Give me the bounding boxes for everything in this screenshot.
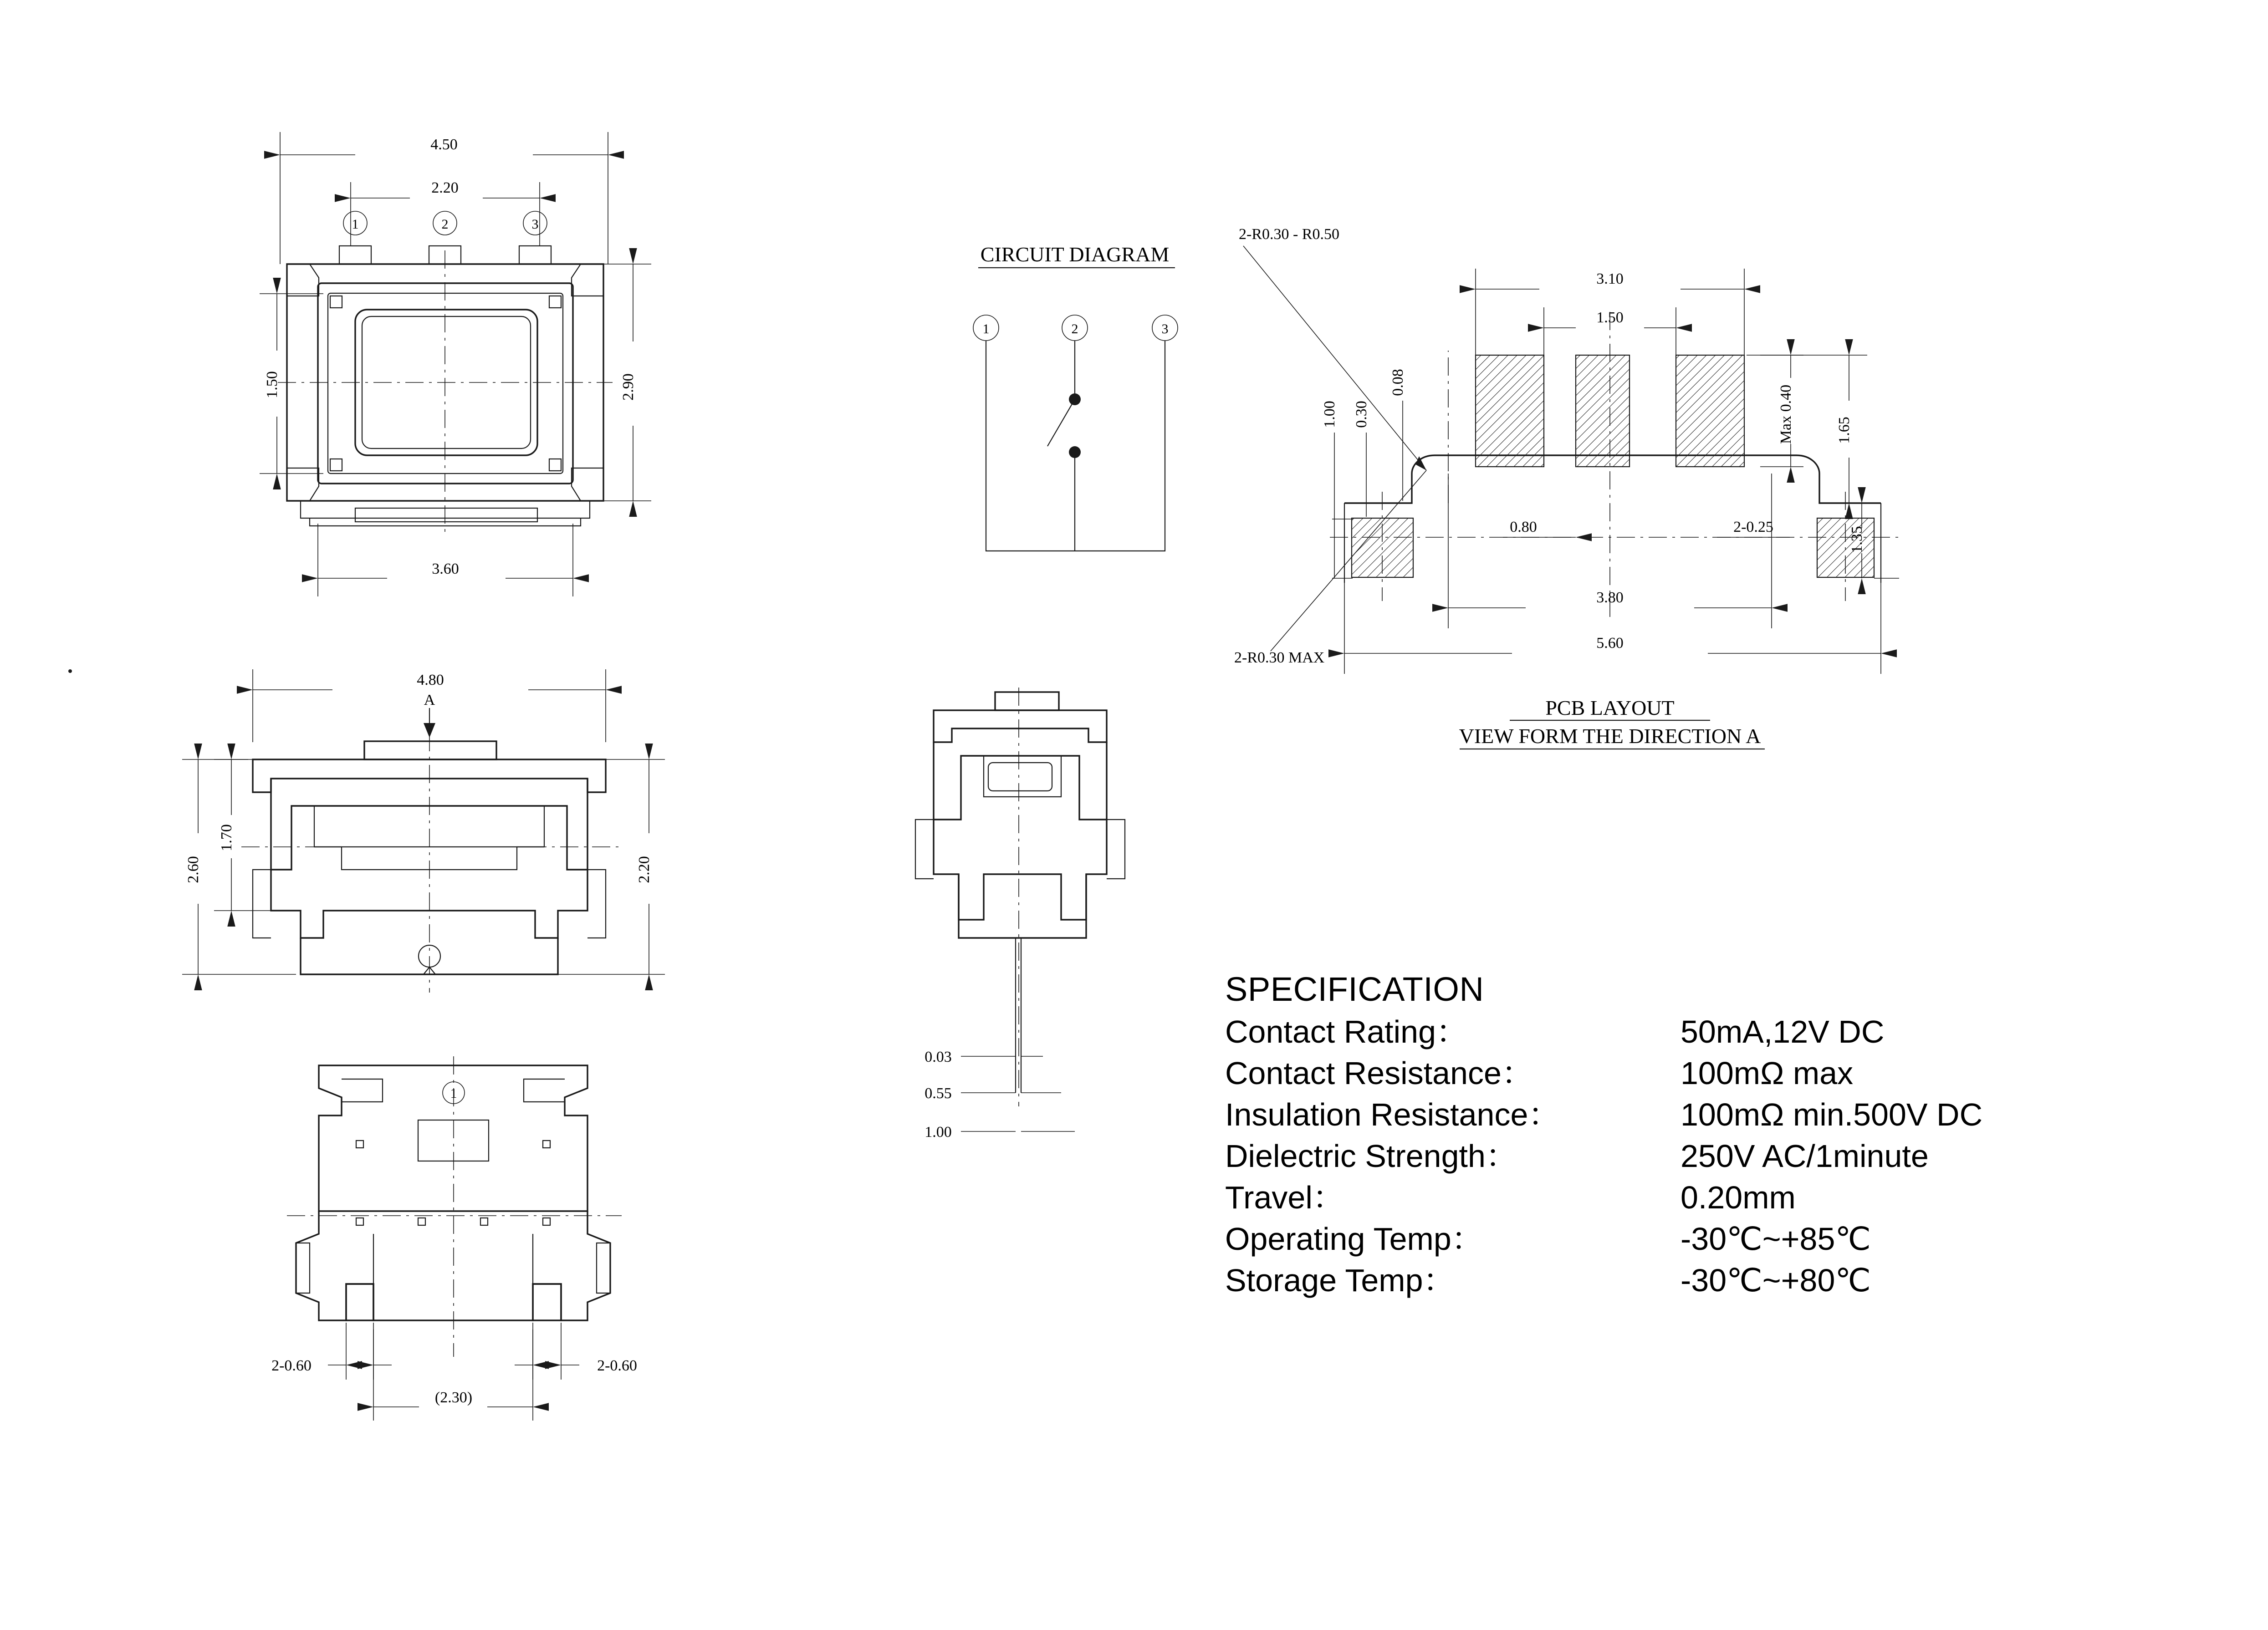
note-radius-bottom-text: 2-R0.30 MAX	[1234, 649, 1325, 666]
svg-text:3: 3	[531, 217, 539, 232]
dim-0-55	[925, 1085, 1061, 1102]
svg-text:2-0.25: 2-0.25	[1733, 519, 1773, 535]
spec-row	[1225, 1094, 2218, 1136]
svg-text:2.20: 2.20	[636, 856, 653, 883]
pcb-title-line2-text: VIEW FORM THE DIRECTION A	[1459, 724, 1761, 748]
dim-2-60	[182, 759, 296, 974]
svg-text:1.00: 1.00	[925, 1124, 952, 1141]
front-view-body	[241, 733, 619, 993]
spec-label: Insulation Resistance：	[1225, 1097, 1560, 1132]
dim-2-30	[373, 1329, 533, 1421]
specification-block	[1225, 970, 2218, 1301]
top-view-svg	[173, 114, 720, 642]
svg-text:3: 3	[1161, 321, 1169, 336]
spec-label: Contact Resistance：	[1225, 1055, 1533, 1091]
spec-label: Travel：	[1225, 1180, 1344, 1215]
dim-0-03	[925, 1049, 1043, 1065]
svg-text:1.50: 1.50	[1596, 309, 1624, 326]
dim-2-20	[351, 179, 540, 250]
svg-text:1.35: 1.35	[1849, 526, 1865, 553]
svg-text:2: 2	[1071, 321, 1078, 336]
dim-2-20-right	[556, 759, 665, 974]
svg-text:0.80: 0.80	[1510, 519, 1537, 535]
direction-a-arrow	[424, 692, 435, 738]
spec-value: 50mA,12V DC	[1681, 1014, 1885, 1049]
dim-1-00-pcb	[1321, 401, 1353, 578]
svg-text:0.08: 0.08	[1389, 369, 1406, 396]
top-view-body	[278, 246, 613, 533]
spec-row	[1225, 1053, 2218, 1094]
spec-value: 100mΩ max	[1681, 1055, 1854, 1091]
svg-text:Max 0.40: Max 0.40	[1778, 384, 1794, 444]
svg-text:4.80: 4.80	[417, 672, 444, 688]
svg-text:5.60: 5.60	[1596, 635, 1624, 652]
dim-1-65	[1747, 355, 1867, 503]
circuit-diagram-svg	[902, 232, 1248, 688]
spec-row	[1225, 1218, 2218, 1260]
side-view-drawing	[879, 683, 1243, 1166]
svg-text:3.80: 3.80	[1596, 589, 1624, 606]
svg-text:1.70: 1.70	[218, 824, 235, 851]
pcb-pads-bottom	[1352, 518, 1874, 577]
front-view-drawing	[150, 656, 724, 1020]
svg-text:3.10: 3.10	[1596, 270, 1624, 287]
top-view-drawing	[173, 114, 720, 642]
spec-row	[1225, 1260, 2218, 1301]
svg-text:2.20: 2.20	[431, 179, 459, 196]
side-view-body	[915, 688, 1125, 1106]
bottom-view-svg	[237, 1038, 738, 1512]
dim-0-80	[1503, 519, 1576, 537]
svg-text:1: 1	[982, 321, 990, 336]
dim-2-025	[1717, 519, 1790, 537]
svg-text:A: A	[424, 692, 435, 708]
svg-text:2: 2	[441, 217, 449, 232]
svg-text:2-0.60: 2-0.60	[271, 1357, 312, 1374]
dim-0-30	[1353, 401, 1370, 517]
svg-text:1.65: 1.65	[1836, 417, 1853, 444]
svg-text:1.50: 1.50	[264, 371, 281, 398]
circuit-diagram	[902, 232, 1248, 688]
spec-value: 100mΩ min.500V DC	[1681, 1097, 1983, 1132]
dim-3-60	[318, 524, 573, 596]
svg-text:2.60: 2.60	[185, 856, 202, 883]
svg-text:3.60: 3.60	[432, 560, 459, 577]
bottom-view-body	[287, 1056, 622, 1357]
front-view-svg	[150, 656, 724, 1020]
spec-label: Storage Temp：	[1225, 1263, 1455, 1298]
svg-text:0.03: 0.03	[925, 1049, 952, 1065]
dim-1-50	[260, 294, 323, 474]
svg-text:(2.30): (2.30)	[434, 1389, 473, 1406]
circuit-title-text: CIRCUIT DIAGRAM	[980, 243, 1170, 266]
svg-text:1.00: 1.00	[1321, 401, 1338, 428]
spec-value: -30℃~+85℃	[1681, 1221, 1871, 1257]
svg-text:4.50: 4.50	[430, 136, 458, 153]
spec-row	[1225, 1136, 2218, 1177]
dim-max-040	[1760, 355, 1803, 467]
pcb-title-line1-text: PCB LAYOUT	[1545, 696, 1675, 719]
spec-label: Contact Rating：	[1225, 1014, 1468, 1049]
top-view-pin-labels	[343, 211, 547, 235]
specification-title: SPECIFICATION	[1225, 970, 1484, 1008]
svg-text:1: 1	[352, 217, 359, 232]
pcb-layout-drawing	[1230, 219, 2095, 902]
spec-label: Dielectric Strength：	[1225, 1138, 1517, 1174]
bottom-view-drawing	[237, 1038, 738, 1512]
spec-row	[1225, 1011, 2218, 1053]
spec-label: Operating Temp：	[1225, 1221, 1483, 1257]
svg-text:0.55: 0.55	[925, 1085, 952, 1102]
stray-dot	[68, 669, 72, 673]
svg-text:2.90: 2.90	[620, 373, 637, 401]
svg-text:1: 1	[450, 1086, 457, 1101]
pcb-layout-svg	[1230, 219, 2095, 902]
dim-1-00-side	[925, 1124, 1075, 1141]
svg-text:0.30: 0.30	[1353, 401, 1370, 428]
dim-1-70	[214, 759, 301, 911]
spec-value: 0.20mm	[1681, 1180, 1796, 1215]
side-view-svg	[879, 683, 1243, 1166]
spec-value: 250V AC/1minute	[1681, 1138, 1929, 1174]
note-radius-top-text: 2-R0.30 - R0.50	[1239, 226, 1339, 243]
dim-4-50	[280, 132, 608, 264]
svg-text:2-0.60: 2-0.60	[597, 1357, 637, 1374]
spec-row	[1225, 1177, 2218, 1218]
spec-value: -30℃~+80℃	[1681, 1263, 1871, 1298]
leader-radius-top	[1239, 226, 1426, 470]
